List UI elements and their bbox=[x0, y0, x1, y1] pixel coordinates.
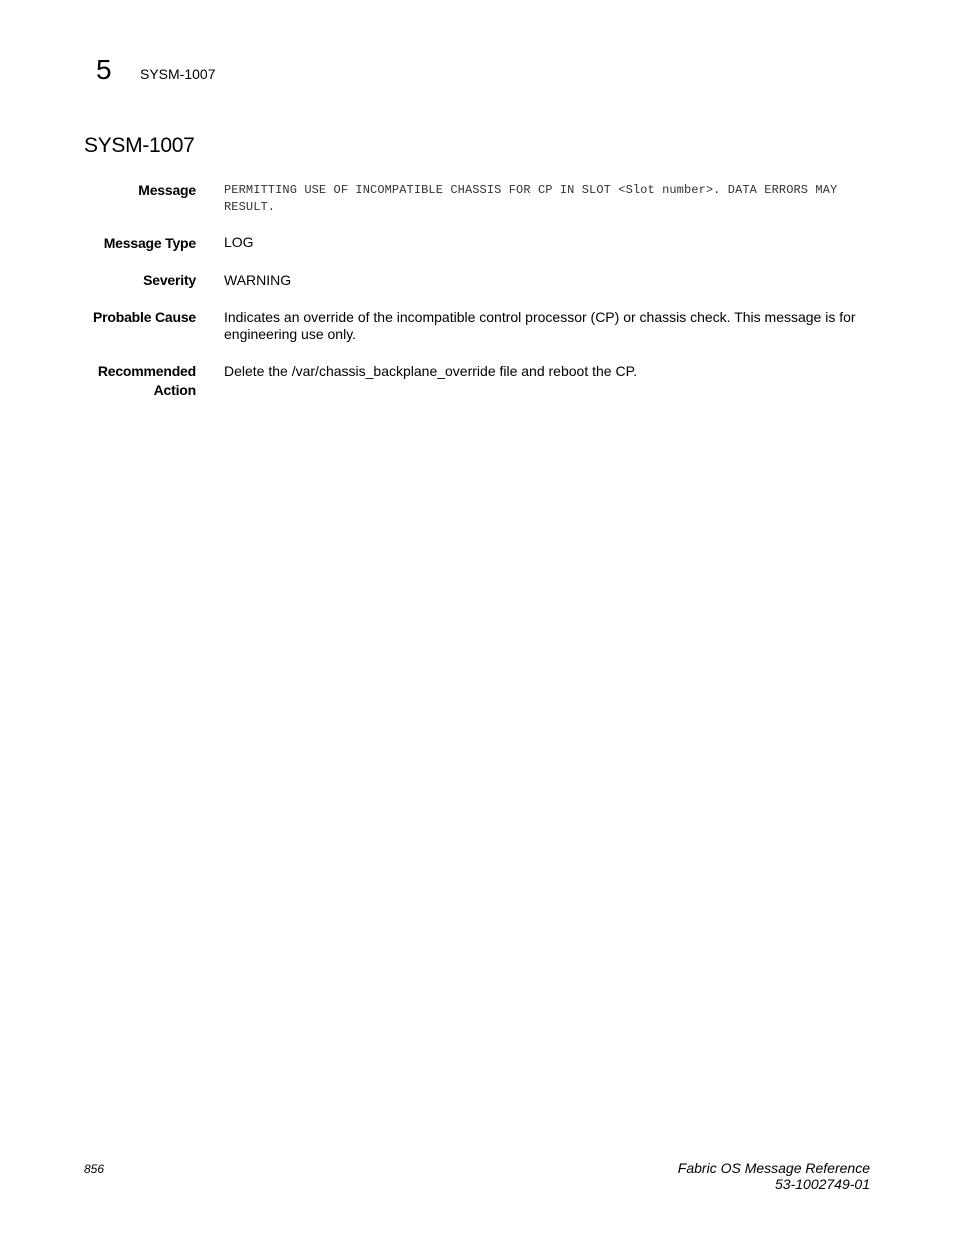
severity-label: Severity bbox=[143, 272, 196, 288]
recommended-action-value: Delete the /var/chassis_backplane_override file and reboot the CP. bbox=[224, 363, 637, 379]
message-label: Message bbox=[138, 182, 196, 198]
message-value: PERMITTING USE OF INCOMPATIBLE CHASSIS FOR CP IN SLOT <Slot number>. DATA ERRORS MAY RESULT. bbox=[224, 183, 838, 214]
footer-doc-number: 53-1002749-01 bbox=[775, 1176, 870, 1192]
recommended-action-label-line1: Recommended bbox=[97, 363, 196, 379]
running-header: SYSM-1007 bbox=[140, 66, 216, 82]
page-number: 856 bbox=[84, 1162, 105, 1176]
recommended-action-label bbox=[46, 362, 196, 400]
page-title: SYSM-1007 bbox=[84, 134, 195, 157]
message-type-value: LOG bbox=[224, 234, 254, 250]
severity-value: WARNING bbox=[224, 272, 292, 288]
probable-cause-label: Probable Cause bbox=[92, 309, 196, 325]
message-type-label: Message Type bbox=[103, 235, 196, 251]
recommended-action-label-line2: Action bbox=[153, 382, 196, 398]
footer-doc-title: Fabric OS Message Reference bbox=[677, 1160, 870, 1176]
chapter-number: 5 bbox=[96, 54, 112, 85]
footer-doc-info bbox=[678, 1160, 870, 1192]
probable-cause-value: Indicates an override of the incompatible control processor (CP) or chassis check. This message is for engineering use only. bbox=[224, 309, 856, 342]
